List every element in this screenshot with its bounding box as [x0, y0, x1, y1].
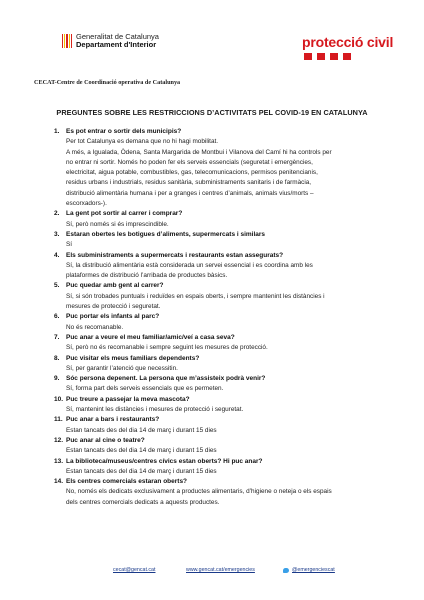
pc-title: protecció civil [302, 34, 394, 50]
organization-name: CECAT-Centre de Coordinació operativa de Catalunya [34, 79, 181, 86]
question-text: Puc anar al cine o teatre? [66, 436, 145, 444]
answer-line: Sí, per garantir l’atenció que necessitin. [66, 364, 178, 372]
footer-twitter-link[interactable] [283, 567, 335, 573]
answer-line: no entrar ni sortir. Només ho poden fer els serveis essencials (seguretat i emergències, [66, 158, 313, 166]
question-item [54, 251, 398, 282]
answer-line: mesures de protecció i seguretat. [66, 303, 161, 311]
question-text: Puc visitar els meus familiars dependents? [66, 354, 200, 362]
answer-line: Estan tancats des del dia 14 de març i durant 15 dies [66, 426, 217, 434]
question-list [54, 127, 398, 508]
answer-line: No és recomanable. [66, 323, 124, 331]
question-item [54, 230, 398, 251]
answer-line: escorxadors-). [66, 200, 107, 208]
gencat-name: Generalitat de Catalunya [76, 32, 159, 41]
question-text: La gent pot sortir al carrer i comprar? [66, 210, 183, 218]
answer-line: Sí, però no és recomanable i sempre seguint les mesures de protecció. [66, 344, 268, 352]
question-text: Els centres comercials estaran oberts? [66, 478, 188, 486]
question-item [54, 477, 398, 508]
question-number: 3. [54, 230, 60, 238]
catalan-flag-icon [62, 34, 72, 48]
question-number: 9. [54, 375, 60, 383]
question-item [54, 354, 398, 375]
answer-line: Per tot Catalunya es demana que no hi hagi mobilitat. [66, 138, 219, 146]
question-text: Puc anar a veure el meu familiar/amic/veí a casa seva? [66, 333, 235, 341]
question-number: 14. [54, 478, 64, 486]
twitter-icon [283, 568, 289, 573]
answer-line: residus urbans i industrials, residus sanitària, subministraments sanitaris i de farmàcia, [66, 179, 312, 187]
answer-line: dels centres comercials dedicats a aquests productes. [66, 498, 220, 506]
question-number: 2. [54, 210, 60, 218]
question-item [54, 457, 398, 478]
pc-bars-icon [304, 53, 393, 60]
answer-line: Sí, la distribució alimentària està considerada un servei essencial i es coordina amb les [66, 261, 313, 269]
generalitat-logo [62, 33, 159, 49]
question-item [54, 127, 398, 209]
question-text: Estaran obertes les botigues d’aliments, supermercats i similars [66, 230, 266, 238]
answer-line: Sí [66, 241, 73, 249]
question-item [54, 436, 398, 457]
question-number: 4. [54, 251, 60, 259]
footer-web-link[interactable]: www.gencat.cat/emergencies [186, 567, 255, 573]
answer-line: electricitat, aigua potable, combustibles, gas, telecomunicacions, permisos penitencianis, [66, 169, 318, 177]
question-number: 12. [54, 436, 64, 444]
question-number: 6. [54, 313, 60, 321]
question-item [54, 209, 398, 230]
twitter-handle: @emergenciescat [292, 567, 335, 573]
gencat-department: Departament d'Interior [76, 40, 157, 49]
question-text: La biblioteca/museus/centres cívics estan oberts? Hi puc anar? [66, 457, 263, 465]
question-number: 5. [54, 282, 60, 290]
question-number: 11. [54, 416, 63, 424]
answer-line: Sí, si són trobades puntuals i reduïdes en espais oberts, i sempre mantenint les distàncies i [66, 292, 325, 300]
answer-line: A més, a Igualada, Òdena, Santa Margarida de Montbui i Vilanova del Camí hi ha controls per [66, 148, 332, 156]
answer-line: Estan tancats des del dia 14 de març i durant 15 dies [66, 447, 217, 455]
question-text: Es pot entrar o sortir dels municipis? [66, 128, 182, 135]
answer-line: Sí, forma part dels serveis essencials que es permeten. [66, 385, 224, 393]
answer-line: Estan tancats des del dia 14 de març i durant 15 dies [66, 467, 217, 475]
question-item [54, 333, 398, 354]
question-text: Puc portar els infants al parc? [66, 313, 160, 321]
question-number: 7. [54, 333, 60, 341]
question-text: Puc anar a bars i restaurants? [66, 416, 160, 424]
question-number: 13. [54, 457, 64, 465]
answer-line: plataformes de distribució l’arribada de productes bàsics. [66, 272, 228, 280]
proteccio-civil-logo [302, 35, 393, 60]
question-number: 8. [54, 354, 60, 362]
question-number: 10. [54, 395, 64, 403]
footer-email-link[interactable]: cecat@gencat.cat [113, 567, 156, 573]
answer-line: No, només els dedicats exclusivament a productes alimentaris, d’higiene o neteja o els espais [66, 488, 332, 496]
question-item [54, 374, 398, 395]
answer-line: Sí, però només si és imprescindible. [66, 220, 169, 228]
question-text: Puc treure a passejar la meva mascota? [66, 395, 190, 403]
question-item [54, 312, 398, 333]
answer-line: Sí, mantenint les distàncies i mesures de protecció i seguretat. [66, 406, 244, 414]
question-number: 1. [54, 128, 60, 135]
answer-line: distribució alimentària humana i per a granges i centres d’animals, animals vius/morts – [66, 189, 314, 197]
question-text: Puc quedar amb gent al carrer? [66, 282, 164, 290]
question-text: Sóc persona depenent. La persona que m’assisteix podrà venir? [66, 375, 266, 383]
question-item [54, 281, 398, 312]
question-item [54, 395, 398, 416]
page-title: PREGUNTES SOBRE LES RESTRICCIONS D’ACTIVITATS PEL COVID-19 EN CATALUNYA [56, 108, 368, 117]
question-text: Els subministraments a supermercats i restaurants estan assegurats? [66, 251, 284, 259]
question-item [54, 415, 398, 436]
